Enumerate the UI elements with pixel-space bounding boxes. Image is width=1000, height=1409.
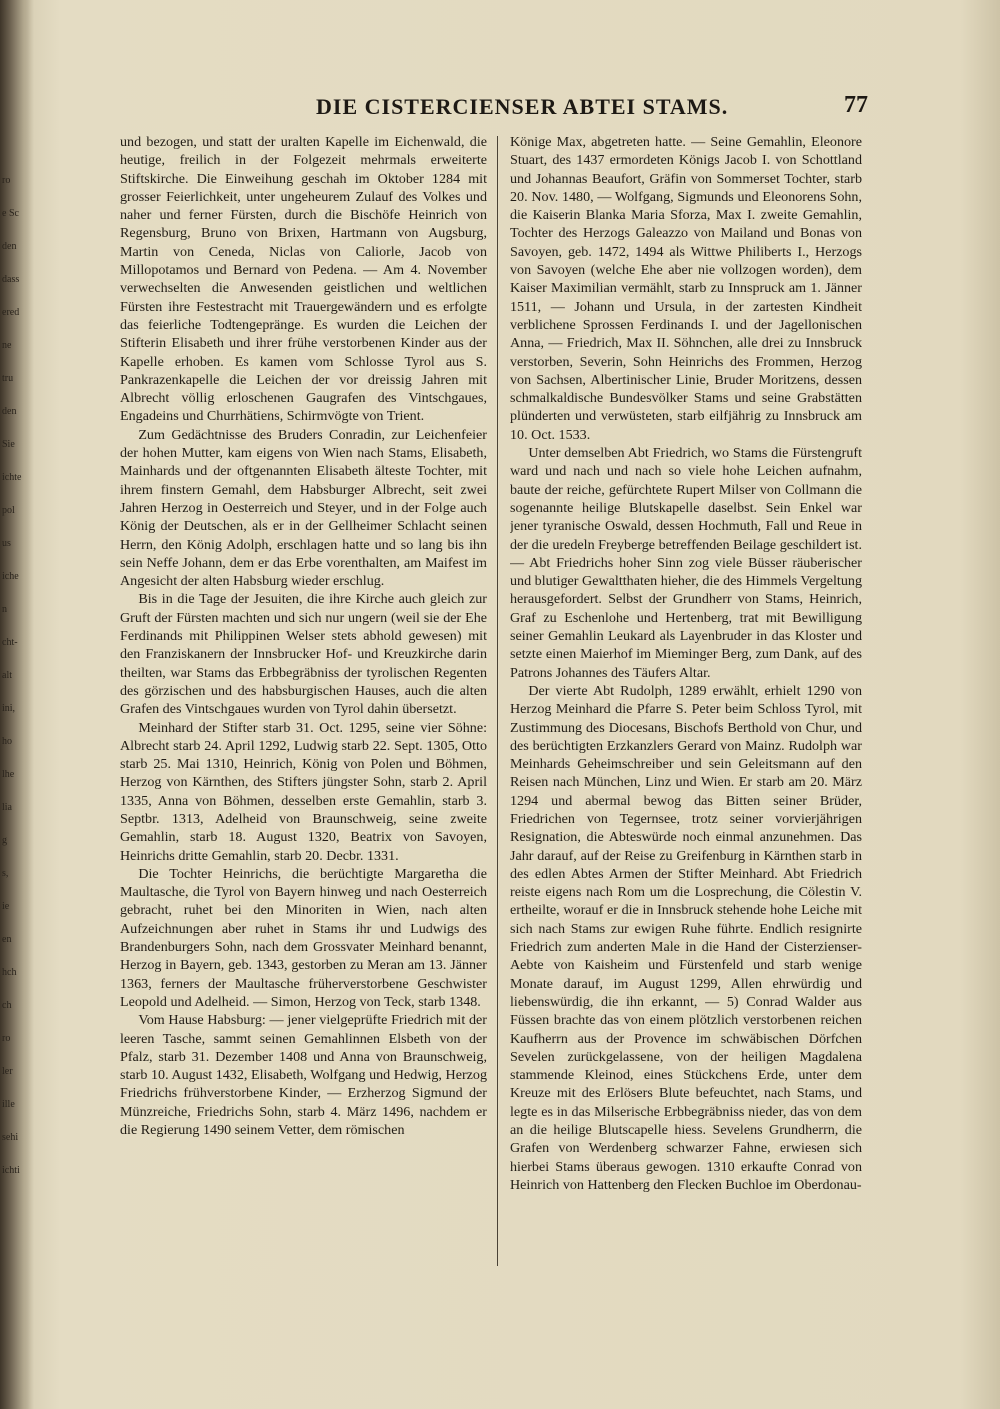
spine-text-fragment: ered — [2, 307, 20, 318]
spine-text-fragment: ie — [2, 901, 10, 912]
paragraph: Vom Hause Habsburg: — jener vielgeprüfte Friedrich mit der leeren Tasche, sammt seinen Gemahlinnen Elsbeth von der Pfalz, starb 31. Dezember 1408 und Anna von Braunschweig, starb 10. August 1432, Elisabeth, Wolfgang und Hedwig, Herzog Friedrichs frühverstorbene Kinder, — Erzherzog Sigmund der Münzreiche, Friedrichs Sohn, starb 4. März 1496, nachdem er die Regierung 1490 seinem Vetter, dem römischen — [120, 1012, 487, 1139]
spine-text-fragment: e Sc — [2, 208, 19, 219]
spine-text-fragment: tru — [2, 373, 14, 384]
spine-text-fragment: en — [2, 934, 12, 945]
paragraph: Unter demselben Abt Friedrich, wo Stams die Fürstengruft ward und nach und nach so viele hohe Leichen aufnahm, baute der reiche, gefürchtete Rupert Milser von Collmann die sogenannte heilige Blutskapelle daselbst. Sein Enkel war jener tyranische Oswald, dessen Hochmuth, Fall und Reue in der die uredeln Freyberge betreffenden Beilage geschildert ist. — Abt Friedrichs hoher Sinn zog viele Büsser räuberischer und blutiger Gewaltthaten hieher, die des Himmels Vergeltung herausgefordert. Selbst der Grundherr von Stams, Heinrich, Graf zu Eschenlohe und Hertenberg, trat mit Bewilligung seiner Gemahlin Leukard als Layenbruder in das Kloster und setzte einen Maierhof im Mieminger Berg, zum Dank, auf des Patrons Johannes des Täufers Altar. — [510, 445, 862, 681]
spine-text-fragment: us — [2, 538, 11, 549]
spine-text-fragment: cht- — [2, 637, 18, 648]
paragraph: Der vierte Abt Rudolph, 1289 erwählt, erhielt 1290 von Herzog Meinhard die Pfarre S. Peter beim Schloss Tyrol, mit Zustimmung des Diocesans, Bischofs Berthold von Chur, und des berüchtigten Erzkanzlers Gerard von Mainz. Rudolph war Meinhards Geheimschreiber und sein Geleitsmann auf den Reisen nach München, Linz und Wien. Er starb am 20. März 1294 und abermal bewog das Bitten seiner Brüder, Friedrichen von Tegernsee, trotz seiner vorvierjährigen Resignation, die Abteswürde noch einmal anzunehmen. Das Jahr darauf, auf der Reise zu Greifenburg in Kärnthen starb in des edlen Abtes Armen der Stifter Meinhard. Abt Friedrich reiste eigens nach Rom um die Losprechung, die Cölestin V. ertheilte, worauf er die in Innsbruck stehende hohe Leiche mit sich nach Stams zur ewigen Ruhe führte. Endlich resignirte Friedrich zum anderten Male in die Hand der Cisterzienser-Aebte von Kaisheim und Fürstenfeld und starb wenige Monate darauf, im August 1299, Allen ehrwürdig und liebenswürdig, die ihn erkannt, — 5) Conrad Walder aus Füssen brachte das von einem plötzlich verstorbenen reichen Kaufherrn aus der Provence im schwäbischen Dörfchen Sevelen zurückgelassene, von der heiligen Magdalena stammende Kleinod, eines Stückchens Erde, unter dem Kreuze mit des Erlösers Blute befeuchtet, nach Stams, und legte es in das Milserische Erbbegräbniss nieder, das von dem an die heilige Blutscapelle hiess. Sevelens Grundherrn, die Grafen von Werdenberg schwarzer Fahne, erwiesen sich hierbei Stams überaus gewogen. 1310 erkaufte Conrad von Heinrich von Hattenberg den Flecken Buchloe im Oberdonau- — [510, 682, 862, 1193]
spine-text-fragment: pol — [2, 505, 15, 516]
spine-text-fragment: ro — [2, 175, 11, 186]
page-number: 77 — [844, 92, 868, 118]
spine-text-fragment: s, — [2, 868, 9, 879]
paragraph: Zum Gedächtnisse des Bruders Conradin, zur Leichenfeier der hohen Mutter, kam eigens von Wien nach Stams, Elisabeth, Mainhards und der oftgenannten Elisabeth älteste Tochter, mit ihrem finstern Gemahl, dem Habsburger Albrecht, seit zwei Jahren Herzog in Oesterreich und Steyer, und in der Folge auch König der Deutschen, als er in der Gellheimer Schlacht seinen Herrn, den König Adolph, erschlagen hatte und so lang bis ihn sein Neffe Johann, dem er das Erbe vorenthalten, am Maifest im Angesicht der alten Habsburg wieder erschlug. — [120, 426, 487, 590]
spine-text-fragment: ichte — [2, 472, 22, 483]
spine-text-fragment: ler — [2, 1066, 13, 1077]
spine-text-fragment: den — [2, 406, 17, 417]
spine-text-fragment: ichti — [2, 1165, 20, 1176]
paragraph: Meinhard der Stifter starb 31. Oct. 1295, seine vier Söhne: Albrecht starb 24. April 1292, Ludwig starb 22. Sept. 1305, Otto starb 25. Mai 1310, Heinrich, König von Polen und Böhmen, Herzog von Kärnthen, des Stifters jüngster Sohn, starb 2. April 1335, Anna von Böhmen, desselben erste Gemahlin, starb 3. Septbr. 1313, Adelheid von Braunschweig, seine zweite Gemahlin, starb 18. August 1320, Beatrix von Savoyen, Heinrichs dritte Gemahlin, starb 20. Decbr. 1331. — [120, 719, 487, 864]
spine-text-fragment: alt — [2, 670, 12, 681]
spine-text-fragment: den — [2, 241, 17, 252]
running-header — [118, 88, 878, 124]
right-column — [510, 133, 862, 1268]
spine-text-fragment: ho — [2, 736, 12, 747]
left-column — [120, 133, 487, 1268]
spine-text-fragment: g — [2, 835, 7, 846]
paragraph: und bezogen, und statt der uralten Kapelle im Eichenwald, die heutige, freilich in der Folgezeit mehrmals erweiterte Stiftskirche. Die Einweihung geschah im Oktober 1284 mit grosser Feierlichkeit, unter ungeheurem Zulauf des Volkes und naher und ferner Fürsten, durch die Bischöfe Heinrich von Regensburg, Bruno von Brixen, Hartmann von Augsburg, Martin von Ceneda, Niclas von Caliorle, Jacob von Millopotamos und Bernard von Pedena. — Am 4. November verwechselten die Anwesenden geistlichen und weltlichen Fürsten ihre Festestracht mit Trauergewändern und es erfolgte das feierliche Todtengepränge. Es wurden die Leichen der Stifterin Elisabeth und ihrer frühe verstorbenen Kinder aus der Kapelle erhoben. Es kamen vom Schlosse Tyrol aus S. Pankrazenkapelle die Leichen der vor dreissig Jahren mit Albrecht völlig erloschenen Gaugrafen des Vintschgaues, Engadeins und Churrhätiens, Schirmvögte von Trient. — [120, 134, 487, 425]
spine-text-fragment: hch — [2, 967, 17, 978]
spine-text-fragment: ille — [2, 1099, 15, 1110]
paragraph: Bis in die Tage der Jesuiten, die ihre Kirche auch gleich zur Gruft der Fürsten machten und sich nur ungern (weil sie der Ehe Ferdinands mit Philippinen Welser stets abhold gewesen) mit den Franziskanern der Innsbrucker Hof- und Kreuzkirche darin theilten, war Stams das Erbbegräbniss der tyrolischen Regenten des görzischen und des habsburgischen Hauses, auch die alten Grafen des Vintschgaues wurden von Tyrol dahin übersetzt. — [120, 591, 487, 718]
spine-text-fragment: ini, — [2, 703, 16, 714]
spine-text-fragment: ne — [2, 340, 12, 351]
column-divider — [497, 136, 498, 1266]
spine-text-fragment: lia — [2, 802, 12, 813]
running-title: DIE CISTERCIENSER ABTEI STAMS. — [316, 94, 729, 119]
spine-text-fragment: ch — [2, 1000, 12, 1011]
spine-text-fragment: Sie — [2, 439, 15, 450]
paragraph: Die Tochter Heinrichs, die berüchtigte Margaretha die Maultasche, die Tyrol von Bayern hinweg und nach Oesterreich gebracht, ruhet bei den Minoriten in Wien, nach alten Aufzeichnungen aber ruhet in Stams ihr und Ludwigs des Brandenburgers Sohn, nach dem Grossvater Meinhard benannt, Herzog in Bayern, geb. 1343, gestorben zu Meran am 13. Jänner 1363, ferners der Maultasche früherverstorbene Geschwister Leopold und Adelheid. — Simon, Herzog von Teck, starb 1348. — [120, 865, 487, 1010]
spine-text-fragment: n — [2, 604, 7, 615]
spine-text-fragment: dass — [2, 274, 20, 285]
paragraph: Könige Max, abgetreten hatte. — Seine Gemahlin, Eleonore Stuart, des 1437 ermordeten Königs Jacob I. von Schottland und Johannas Beaufort, Gräfin von Sommerset Tochter, starb 20. Nov. 1480, — Wolfgang, Sigmunds und Eleonorens Sohn, die Kaiserin Blanka Maria Sforza, Max I. zweite Gemahlin, Tochter des Herzogs Galeazzo von Mailand und Bonas von Savoyen, geb. 1472, 1494 als Wittwe Philiberts I., Herzogs von Savoyen (welche Ehe aber nie vollzogen worden), dem Kaiser Maximilian vermählt, starb zu Innspruck am 1. Jänner 1511, — Johann und Ursula, in der zartesten Kindheit verblichene Sprossen Ferdinands I. und der Jagellonischen Anna, — Friedrich, Max II. Söhnchen, alle drei zu Innsbruck verstorben, Severin, Sohn Heinrichs des Frommen, Herzog von Sachsen, Albertinischer Linie, Bruder Moritzens, dessen schmalkaldische Bundesvölker Stams und seine Grabstätten plünderten und verwüsteten, starb eilfjährig zu Innsbruck am 10. Oct. 1533. — [510, 134, 862, 443]
spine-text-fragment: ro — [2, 1033, 11, 1044]
spine-text-fragment: lhe — [2, 769, 15, 780]
book-spine — [0, 0, 34, 1409]
spine-text-fragment: sehi — [2, 1132, 19, 1143]
spine-text-fragment: iche — [2, 571, 19, 582]
